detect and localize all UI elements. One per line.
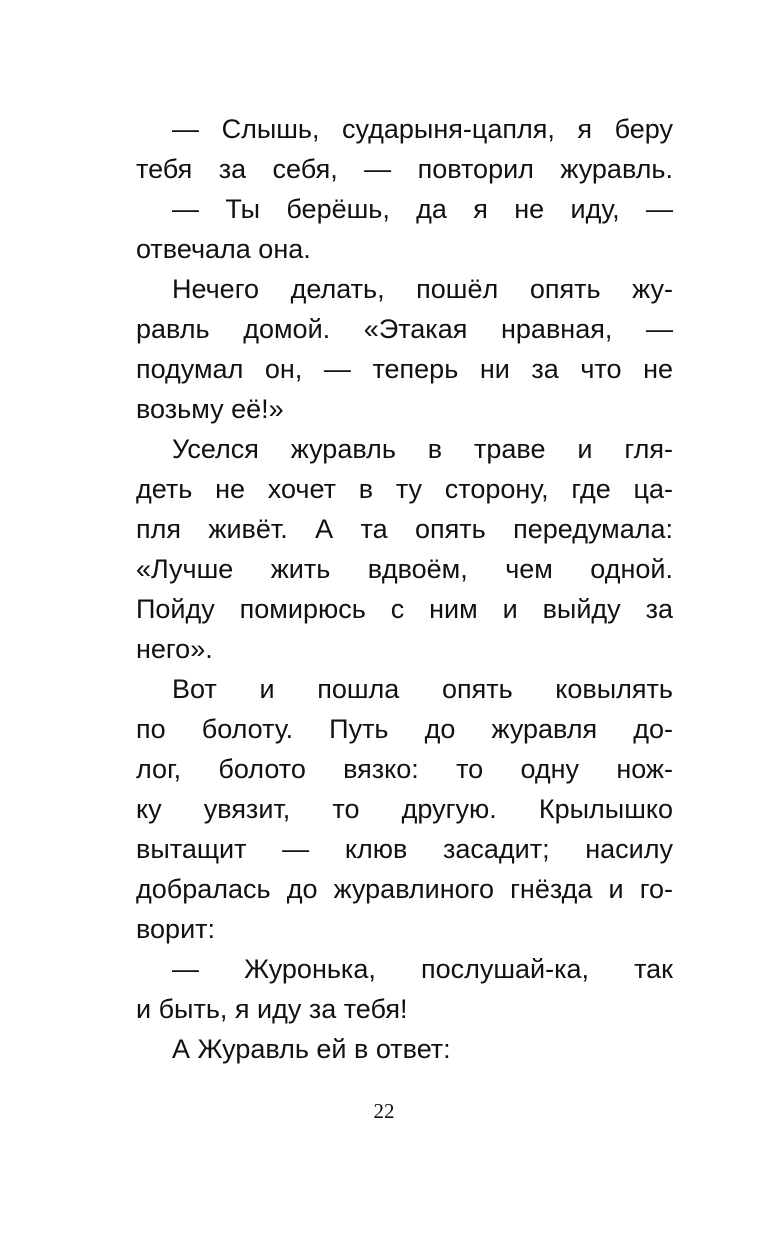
text-line: тебя за себя, — повторил журавль. xyxy=(136,154,673,184)
text-line: лог, болото вязко: то одну нож- xyxy=(136,754,673,784)
text-line: возьму её!» xyxy=(136,394,284,424)
text-line: Пойду помирюсь с ним и выйду за xyxy=(136,594,673,624)
paragraph xyxy=(136,429,673,669)
text-line: — Журонька, послушай-ка, так xyxy=(172,954,673,984)
text-line: — Ты берёшь, да я не иду, — xyxy=(172,194,673,224)
paragraph xyxy=(136,269,673,429)
paragraph xyxy=(136,669,673,949)
text-line: равль домой. «Этакая нравная, — xyxy=(136,314,673,344)
text-line: и быть, я иду за тебя! xyxy=(136,994,408,1024)
text-line: добралась до журавлиного гнёзда и го- xyxy=(136,874,673,904)
text-line: — Слышь, сударыня-цапля, я беру xyxy=(172,114,673,144)
text-line: ку увязит, то другую. Крылышко xyxy=(136,794,673,824)
text-line: ворит: xyxy=(136,914,216,944)
text-line: «Лучше жить вдвоём, чем одной. xyxy=(136,554,673,584)
text-line: отвечала она. xyxy=(136,234,311,264)
text-line: деть не хочет в ту сторону, где ца- xyxy=(136,474,673,504)
text-line: пля живёт. А та опять передумала: xyxy=(136,514,673,544)
text-line: Вот и пошла опять ковылять xyxy=(172,674,673,704)
paragraph xyxy=(136,1029,673,1069)
body-text xyxy=(136,109,673,1069)
text-line: вытащит — клюв засадит; насилу xyxy=(136,834,673,864)
text-line: Нечего делать, пошёл опять жу- xyxy=(172,274,673,304)
text-line: Уселся журавль в траве и гля- xyxy=(172,434,673,464)
paragraph xyxy=(136,949,673,1029)
text-line: по болоту. Путь до журавля до- xyxy=(136,714,673,744)
text-line: А Журавль ей в ответ: xyxy=(172,1034,451,1064)
page-number: 22 xyxy=(373,1099,395,1123)
text-line: него». xyxy=(136,634,213,664)
text-line: подумал он, — теперь ни за что не xyxy=(136,354,673,384)
paragraph xyxy=(136,109,673,189)
paragraph xyxy=(136,189,673,269)
